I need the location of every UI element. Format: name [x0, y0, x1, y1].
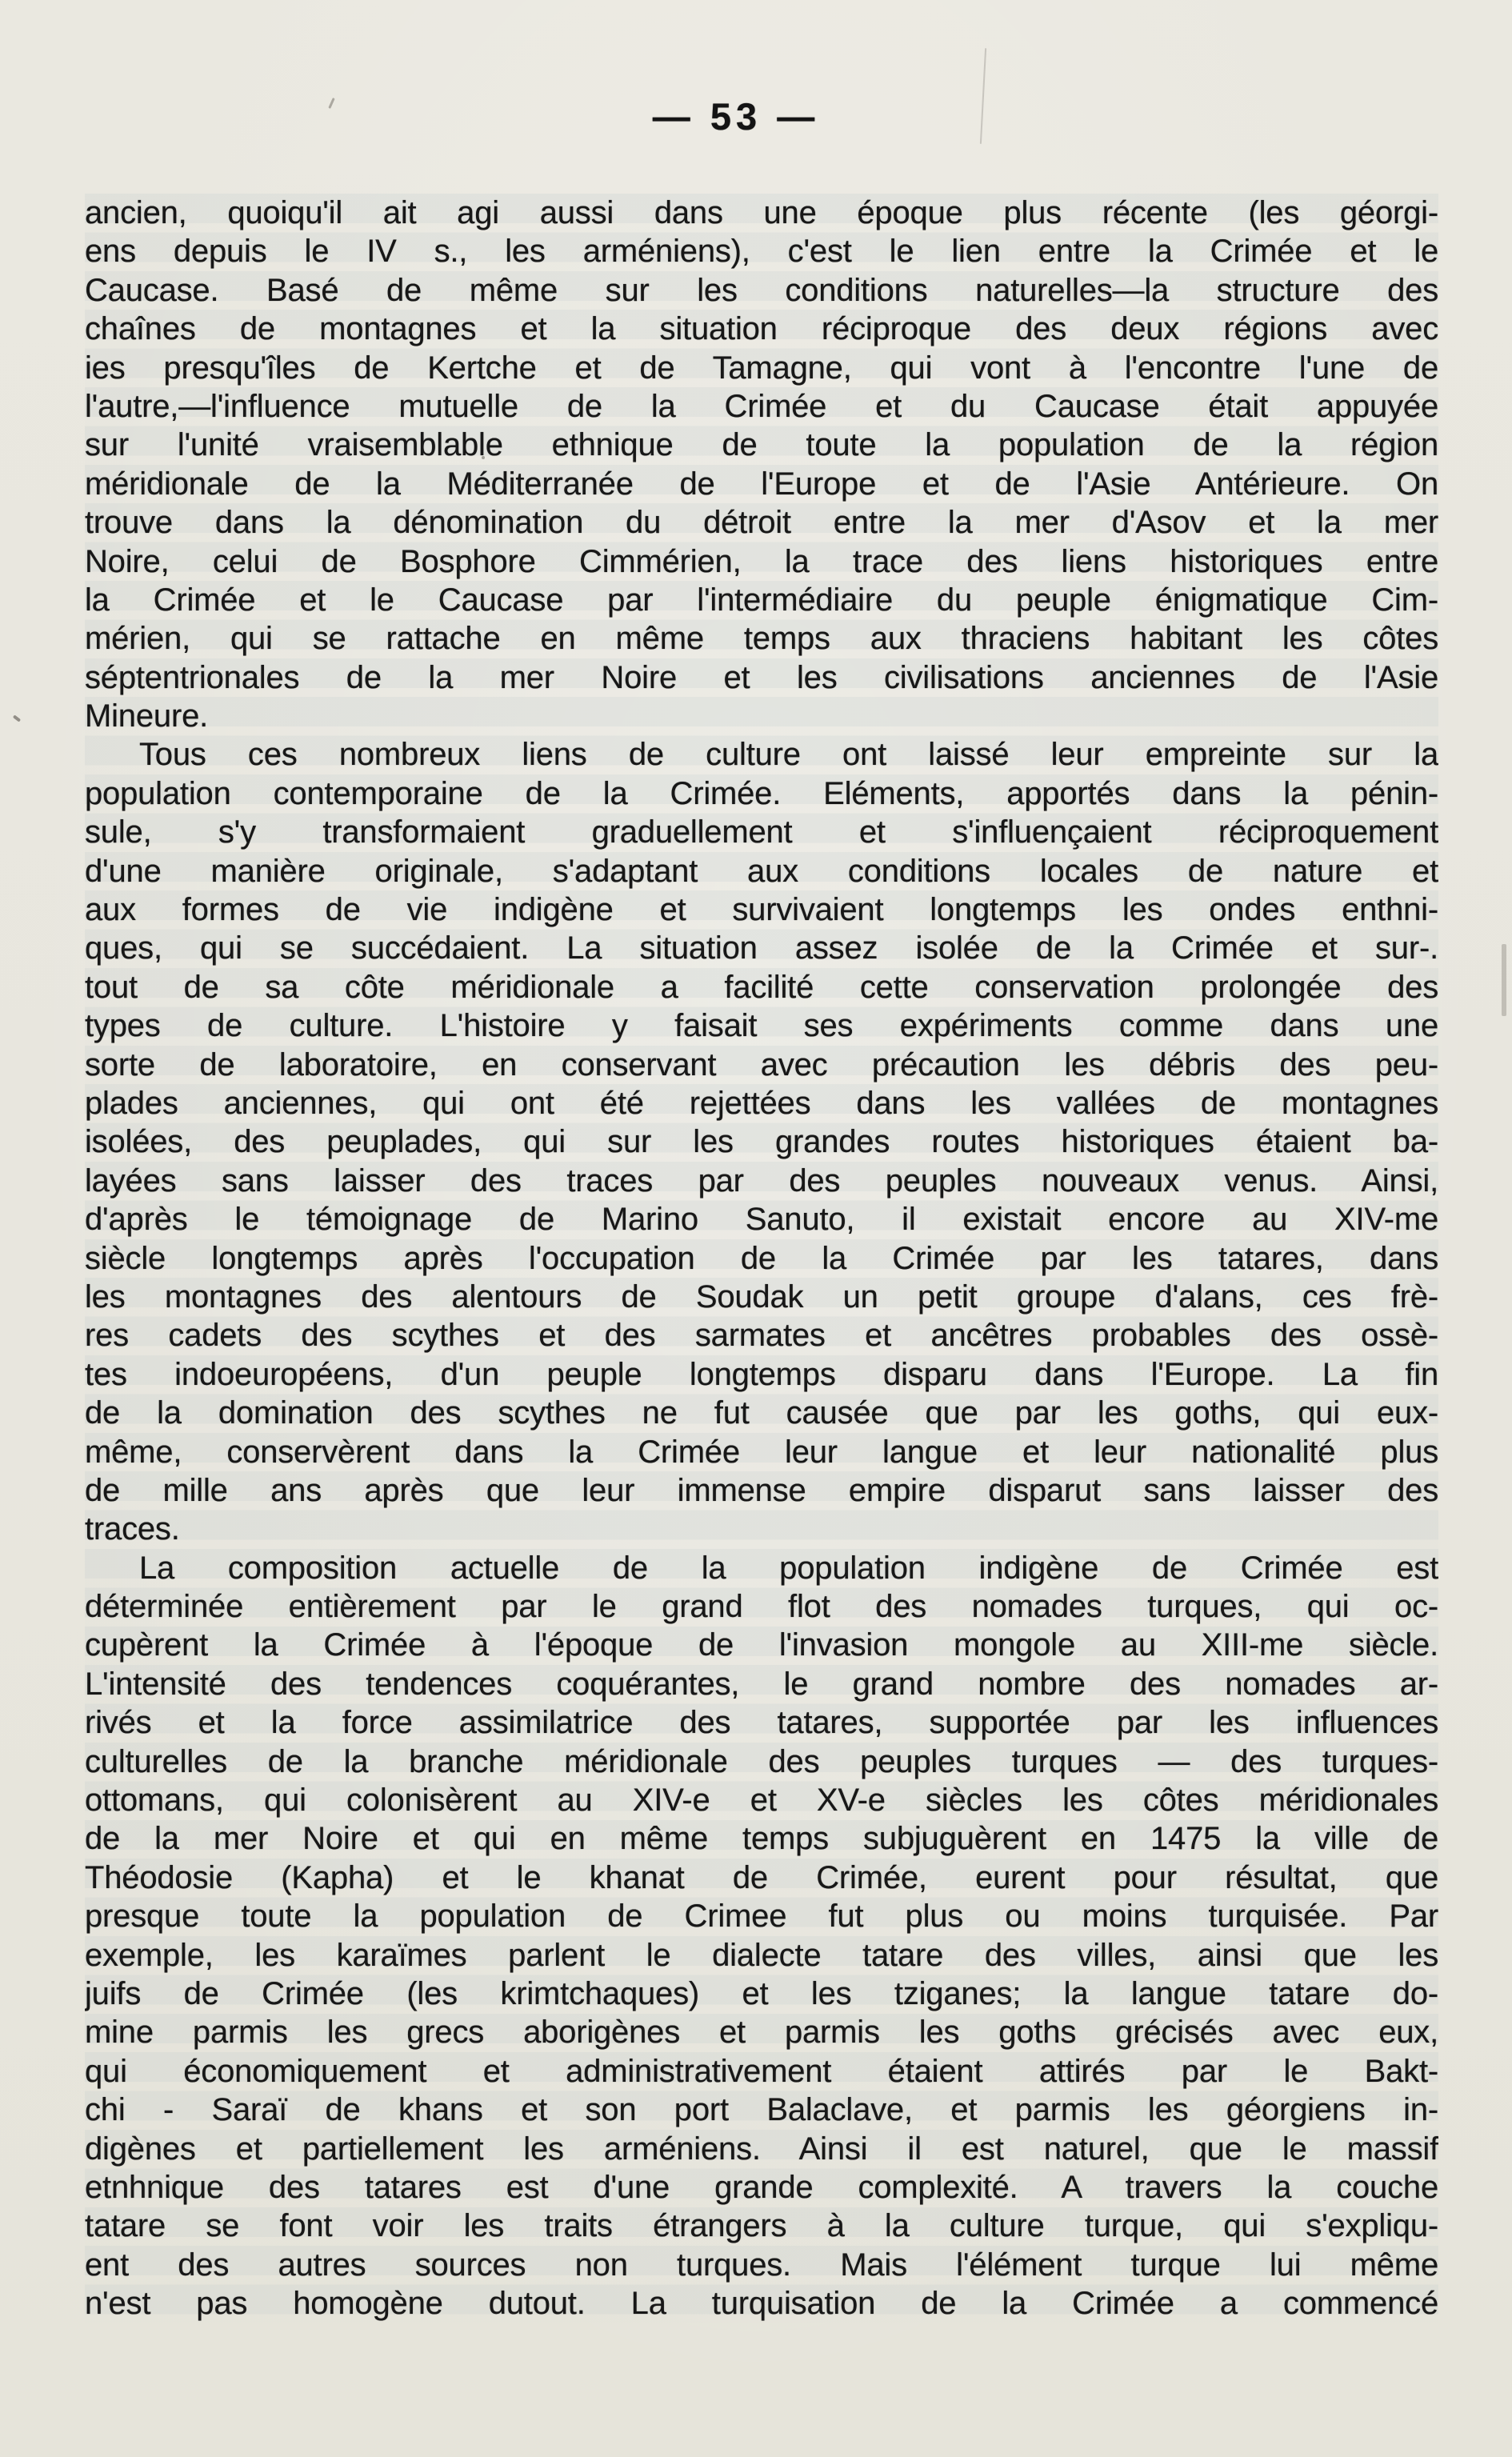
- text-line: de la domination des scythes ne fut causée que par les goths, qui eux-: [85, 1395, 1438, 1431]
- text-line: même, conservèrent dans la Crimée leur langue et leur nationalité plus: [85, 1434, 1438, 1470]
- text-line: l'autre,—l'influence mutuelle de la Crimée et du Caucase était appuyée: [85, 388, 1438, 424]
- text-line: L'intensité des tendences coquérantes, le grand nombre des nomades ar-: [85, 1666, 1438, 1702]
- text-line: ies presqu'îles de Kertche et de Tamagne, qui vont à l'encontre l'une de: [85, 350, 1438, 386]
- text-line: siècle longtemps après l'occupation de la Crimée par les tatares, dans: [85, 1240, 1438, 1276]
- text-line: méridionale de la Méditerranée de l'Europe et de l'Asie Antérieure. On: [85, 466, 1438, 502]
- text-line: trouve dans la dénomination du détroit entre la mer d'Asov et la mer: [85, 505, 1438, 541]
- text-line: ques, qui se succédaient. La situation assez isolée de la Crimée et sur-.: [85, 930, 1438, 966]
- text-line: sule, s'y transformaient graduellement et s'influençaient réciproquement: [85, 814, 1438, 850]
- paragraph: [85, 735, 1438, 1548]
- text-line: Caucase. Basé de même sur les conditions naturelles—la structure des: [85, 272, 1438, 308]
- text-line: mine parmis les grecs aborigènes et parmis les goths grécisés avec eux,: [85, 2015, 1438, 2051]
- text-line: mérien, qui se rattache en même temps aux thraciens habitant les côtes: [85, 621, 1438, 657]
- text-line: juifs de Crimée (les krimtchaques) et les tziganes; la langue tatare do-: [85, 1975, 1438, 2011]
- text-line: séptentrionales de la mer Noire et les civilisations anciennes de l'Asie: [85, 659, 1438, 695]
- text-line: chaînes de montagnes et la situation réciproque des deux régions avec: [85, 311, 1438, 347]
- body-text: [85, 194, 1438, 2323]
- scan-artifact: [482, 456, 485, 459]
- text-line: la Crimée et le Caucase par l'intermédiaire du peuple énigmatique Cim-: [85, 582, 1438, 618]
- text-line: ent des autres sources non turques. Mais l'élément turque lui même: [85, 2247, 1438, 2283]
- text-line: Noire, celui de Bosphore Cimmérien, la trace des liens historiques entre: [85, 543, 1438, 579]
- text-line: cupèrent la Crimée à l'époque de l'invasion mongole au XIII-me siècle.: [85, 1627, 1438, 1663]
- text-line: layées sans laisser des traces par des peuples nouveaux venus. Ainsi,: [85, 1162, 1438, 1198]
- text-line: tes indoeuropéens, d'un peuple longtemps disparu dans l'Europe. La fin: [85, 1356, 1438, 1392]
- text-line: tatare se font voir les traits étrangers à la culture turque, qui s'expliqu-: [85, 2208, 1438, 2244]
- text-line: res cadets des scythes et des sarmates et ancêtres probables des ossè-: [85, 1318, 1438, 1354]
- text-line: Théodosie (Kapha) et le khanat de Crimée, eurent pour résultat, que: [85, 1859, 1438, 1895]
- text-line: sorte de laboratoire, en conservant avec précaution les débris des peu-: [85, 1046, 1438, 1082]
- text-line: qui économiquement et administrativement étaient attirés par le Bakt-: [85, 2053, 1438, 2089]
- text-line: types de culture. L'histoire y faisait ses expériments comme dans une: [85, 1008, 1438, 1044]
- text-line: exemple, les karaïmes parlent le dialecte tatare des villes, ainsi que les: [85, 1937, 1438, 1973]
- text-line: tout de sa côte méridionale a facilité cette conservation prolongée des: [85, 969, 1438, 1005]
- text-line: de la mer Noire et qui en même temps subjuguèrent en 1475 la ville de: [85, 1821, 1438, 1857]
- paragraph: [85, 194, 1438, 735]
- text-line: déterminée entièrement par le grand flot des nomades turques, qui oc-: [85, 1589, 1438, 1625]
- page-number: — 53 —: [652, 95, 820, 138]
- text-line: La composition actuelle de la population indigène de Crimée est: [139, 1550, 1438, 1586]
- text-line: digènes et partiellement les arméniens. Ainsi il est naturel, que le massif: [85, 2131, 1438, 2167]
- text-line: aux formes de vie indigène et survivaient longtemps les ondes enthni-: [85, 892, 1438, 928]
- text-line: traces.: [85, 1511, 180, 1547]
- text-line: culturelles de la branche méridionale des peuples turques — des turques-: [85, 1743, 1438, 1779]
- text-line: d'après le témoignage de Marino Sanuto, il existait encore au XIV-me: [85, 1202, 1438, 1238]
- text-line: de mille ans après que leur immense empire disparut sans laisser des: [85, 1472, 1438, 1508]
- scan-artifact: [13, 714, 21, 722]
- text-line: rivés et la force assimilatrice des tatares, supportée par les influences: [85, 1705, 1438, 1741]
- text-line: sur l'unité vraisemblable ethnique de toute la population de la région: [85, 427, 1438, 463]
- text-line: etnhnique des tatares est d'une grande complexité. A travers la couche: [85, 2169, 1438, 2205]
- text-line: chi - Saraï de khans et son port Balaclave, et parmis les géorgiens in-: [85, 2092, 1438, 2128]
- text-line: ottomans, qui colonisèrent au XIV-e et XV-e siècles les côtes méridionales: [85, 1783, 1438, 1819]
- text-line: n'est pas homogène dutout. La turquisation de la Crimée a commencé: [85, 2286, 1438, 2322]
- text-line: d'une manière originale, s'adaptant aux conditions locales de nature et: [85, 853, 1438, 889]
- text-line: Tous ces nombreux liens de culture ont laissé leur empreinte sur la: [139, 737, 1438, 773]
- text-line: presque toute la population de Crimee fut plus ou moins turquisée. Par: [85, 1899, 1438, 1935]
- text-line: plades anciennes, qui ont été rejettées dans les vallées de montagnes: [85, 1085, 1438, 1121]
- text-line: ancien, quoiqu'il ait agi aussi dans une époque plus récente (les géorgi-: [85, 195, 1438, 230]
- paragraph: [85, 1549, 1438, 2323]
- text-line: Mineure.: [85, 698, 209, 734]
- text-line: les montagnes des alentours de Soudak un petit groupe d'alans, ces frè-: [85, 1279, 1438, 1315]
- text-line: population contemporaine de la Crimée. Eléments, apportés dans la pénin-: [85, 775, 1438, 811]
- text-line: ens depuis le IV s., les arméniens), c'est le lien entre la Crimée et le: [85, 234, 1438, 270]
- text-line: isolées, des peuplades, qui sur les grandes routes historiques étaient ba-: [85, 1124, 1438, 1160]
- scan-artifact: [1502, 944, 1506, 1016]
